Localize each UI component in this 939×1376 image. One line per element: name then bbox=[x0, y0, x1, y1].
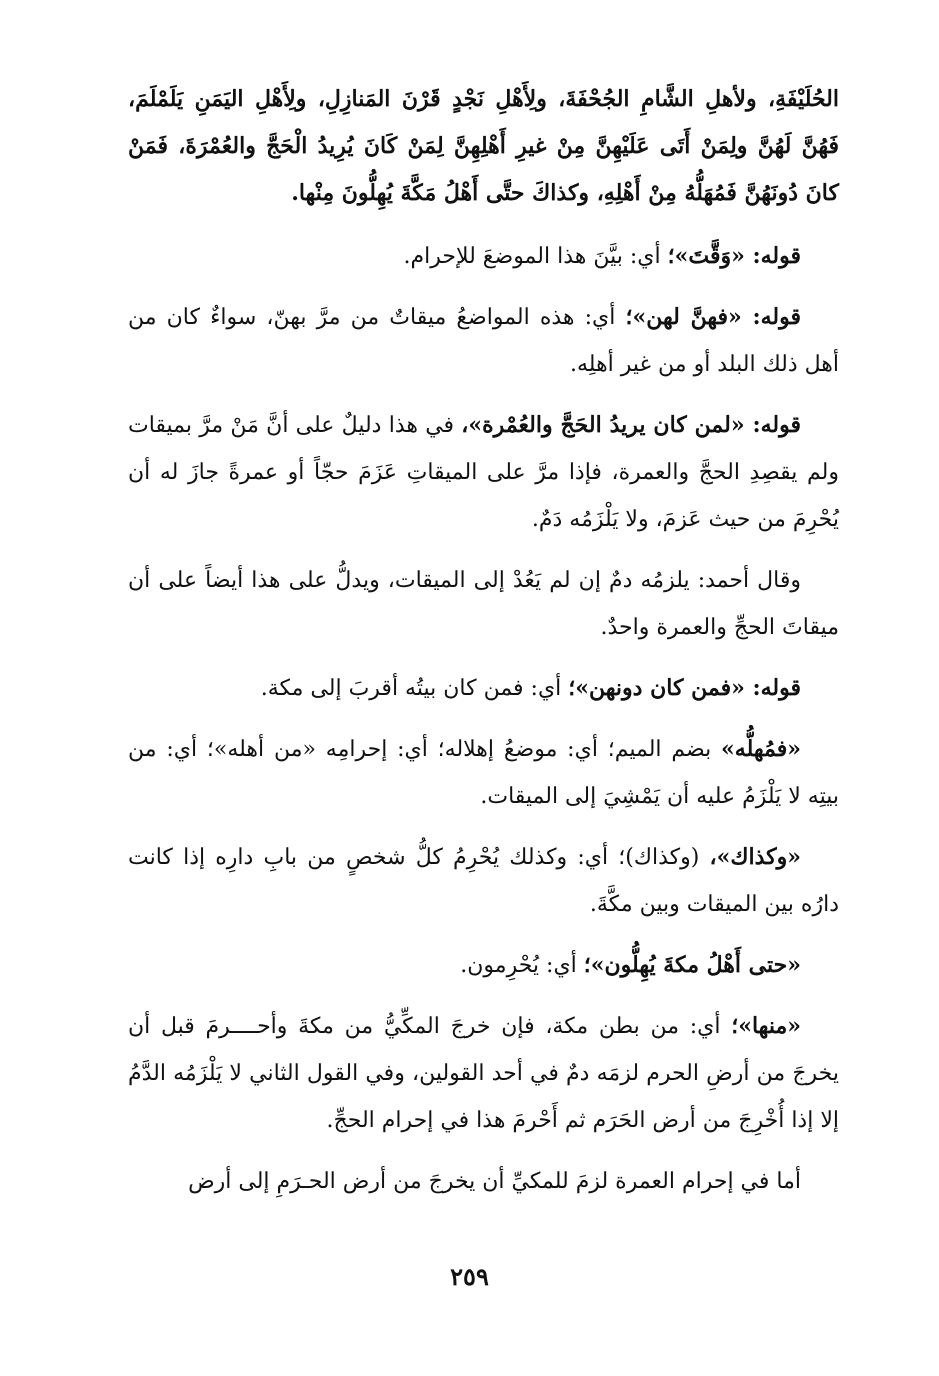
commentary-paragraph bbox=[128, 233, 839, 280]
commentary-paragraph bbox=[128, 1003, 839, 1144]
paragraph-lead: «وكذاك»، bbox=[709, 844, 801, 870]
commentary-paragraph bbox=[128, 726, 839, 820]
paragraph-lead: قوله: «فمن كان دونهن»؛ bbox=[568, 675, 801, 701]
commentary-paragraph bbox=[128, 402, 839, 543]
commentary-paragraph bbox=[128, 1158, 839, 1205]
paragraph-text: (وكذاك)؛ أي: وكذلك يُحْرِمُ كلُّ شخصٍ من بابِ دارِه إذا كانت دارُه بين الميقات وبين مكَّةَ. bbox=[128, 845, 839, 917]
paragraph-text: بضم الميم؛ أي: موضعُ إهلاله؛ أي: إحرامِه «من أهله»؛ أي: من بيتِه لا يَلْزَمُ عليه أن يَمْشِيَ إلى الميقات. bbox=[128, 737, 839, 809]
paragraph-text: في هذا دليلٌ على أنَّ مَنْ مرَّ بميقات ولم يقصِدِ الحجَّ والعمرة، فإذا مرَّ على الميقاتِ عَزَمَ حجّاً أو عمرةً جازَ له أن يُحْرِمَ من حيث عَزمَ، ولا يَلْزَمُه دَمٌ. bbox=[128, 413, 839, 532]
paragraph-text: أما في إحرام العمرة لزمَ للمكيِّ أن يخرجَ من أرض الحـرَمِ إلى أرض bbox=[188, 1169, 801, 1194]
page-number: ٢٥٩ bbox=[450, 1262, 489, 1291]
paragraph-text: أي: من بطن مكة، فإن خرجَ المكِّيُّ من مكةَ وأحــــرمَ قبل أن يخرجَ من أرضِ الحرم لزمَه دمٌ في أحد القولين، وفي القول الثاني لا يَلْزَمُه الدَّمُ إلا إذا أُخْرِجَ من أرض الحَرَم ثم أَحْرمَ هذا في إحرام الحجِّ. bbox=[128, 1014, 839, 1133]
paragraph-text: أي: يُحْرِمون. bbox=[460, 953, 584, 978]
paragraph-text: أي: بيَّنَ هذا الموضعَ للإحرام. bbox=[403, 244, 668, 269]
commentary-paragraph bbox=[128, 834, 839, 928]
paragraph-lead: قوله: «وَقَّتَ»؛ bbox=[667, 243, 801, 269]
commentary-paragraph bbox=[128, 942, 839, 989]
commentary-paragraph bbox=[128, 665, 839, 712]
page-body bbox=[128, 76, 839, 1205]
paragraph-text: أي: هذه المواضعُ ميقاتٌ من مرَّ بهنّ، سواءٌ كان من أهل ذلك البلد أو من غير أهلِه. bbox=[128, 305, 839, 377]
commentary-paragraph bbox=[128, 294, 839, 388]
paragraph-lead: «منها»؛ bbox=[731, 1013, 801, 1039]
paragraph-lead: قوله: «لمن كان يريدُ الحَجَّ والعُمْرة»، bbox=[461, 412, 801, 438]
paragraph-text: وقال أحمد: يلزمُه دمٌ إن لم يَعُدْ إلى الميقات، ويدلُّ على هذا أيضاً على أن ميقاتَ الحجِّ والعمرة واحدٌ. bbox=[128, 568, 839, 640]
paragraph-text: أي: فمن كان بيتُه أقربَ إلى مكة. bbox=[260, 676, 569, 701]
commentary-paragraph bbox=[128, 557, 839, 651]
paragraph-lead: «فمُهلُّه» bbox=[721, 736, 801, 762]
paragraph-lead: «حتى أَهْلُ مكةَ يُهِلُّون»؛ bbox=[583, 952, 801, 978]
paragraph-lead: قوله: «فهنَّ لهن»؛ bbox=[625, 304, 802, 330]
hadith-text: الحُلَيْفَةِ، ولأهلِ الشَّامِ الجُحْفَةَ، ولِأَهْلِ نَجْدٍ قَرْنَ المَنازِلِ، ولِأَهْلِ اليَمَنِ يَلَمْلَمَ، فَهُنَّ لَهُنَّ ولِمَنْ أَتَى عَلَيْهِنَّ مِنْ غيرِ أَهْلِهِنَّ لِمَنْ كَانَ يُرِيدُ الْحَجَّ والعُمْرَةَ، فَمَنْ كانَ دُونَهُنَّ فَمُهَلُّهُ مِنْ أَهْلِهِ، وكذاكَ حتَّى أَهْلُ مَكَّةَ يُهِلُّونَ مِنْها. bbox=[128, 86, 839, 206]
